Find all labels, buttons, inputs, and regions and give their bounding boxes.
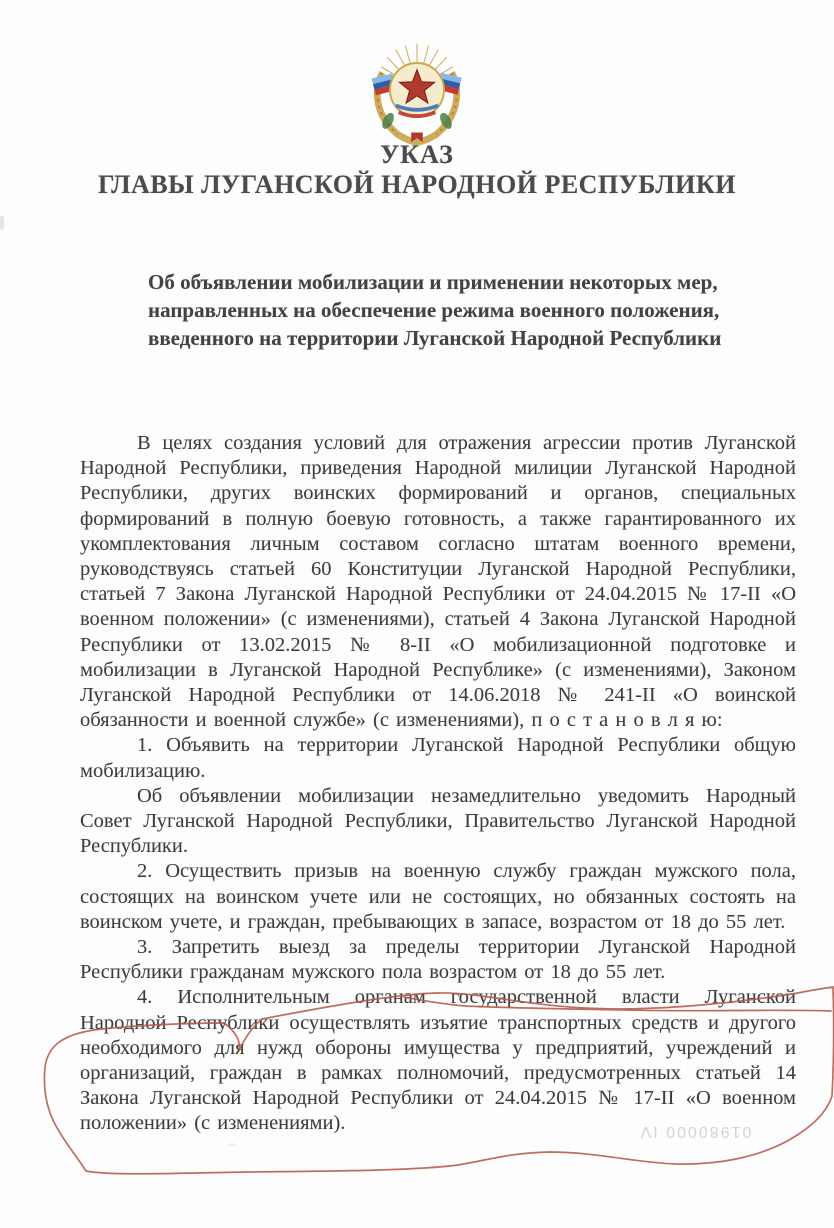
paragraph-item-1: 1. Объявить на территории Луганской Народной Республики общую мобилизацию. [80, 734, 796, 782]
paragraph-item-1-note: Об объявлении мобилизации незамедлительно уведомить Народный Совет Луганской Народной Республики, Правительство Луганской Народной Республики. [80, 784, 796, 858]
document-body [80, 431, 796, 1137]
subject-line: введенного на территории Луганской Народной Республики [148, 326, 722, 350]
scan-artifact [0, 216, 4, 230]
paragraph-item-4: 4. Исполнительным органам государственной власти Луганской Народной Республики осуществлять изъятие транспортных средств и другого необходимого для нужд обороны имущества у предприятий, учреждений и организаций, граждан в рамках полномочий, предусмотренных статьей 14 Закона Луганской Народной Республики от 24.04.2015 № 17-II «О военном положении» (с изменениями). [80, 986, 796, 1135]
subject-line: направленных на обеспечение режима военного положения, [148, 298, 720, 322]
paragraph-preamble: В целях создания условий для отражения агрессии против Луганской Народной Республики, приведения Народной милиции Луганской Народной Республики, других воинских формирований и органов, специальных формирований в полную боевую готовность, а также гарантированного их укомплектования личным составом согласно штатам военного времени, руководствуясь статьей 60 Конституции Луганской Народной Республики, статьей 7 Закона Луганской Народной Республики от 24.04.2015 № 17-II «О военном положении» (с изменениями), статьей 4 Закона Луганской Народной Республики от 13.02.2015 № 8-II «О мобилизационной подготовке и мобилизации в Луганской Народной Республике» (с изменениями), Законом Луганской Народной Республики от 14.06.2018 № 241-II «О воинской обязанности и военной службе» (с изменениями), п о с т а н о в л я ю: [80, 432, 796, 732]
document-type-title: УКАЗ [380, 140, 454, 169]
document-issuer-title: ГЛАВЫ ЛУГАНСКОЙ НАРОДНОЙ РЕСПУБЛИКИ [98, 170, 736, 199]
paragraph-item-2: 2. Осуществить призыв на военную службу граждан мужского пола, состоящих на воинском учете или не состоящих, но обязанных состоять на воинском учете, и граждан, пребывающих в запасе, возрастом от 18 до 55 лет. [80, 860, 796, 933]
paragraph-item-3: 3. Запретить выезд за пределы территории Луганской Народной Республики гражданам мужского пола возрастом от 18 до 55 лет. [80, 936, 796, 984]
faint-stamp-number: 01980000 IV [638, 1123, 752, 1140]
coat-of-arms-icon [368, 36, 466, 146]
subject-line: Об объявлении мобилизации и применении некоторых мер, [148, 270, 718, 294]
document-subject [148, 268, 728, 352]
scan-artifact [229, 1143, 235, 1146]
